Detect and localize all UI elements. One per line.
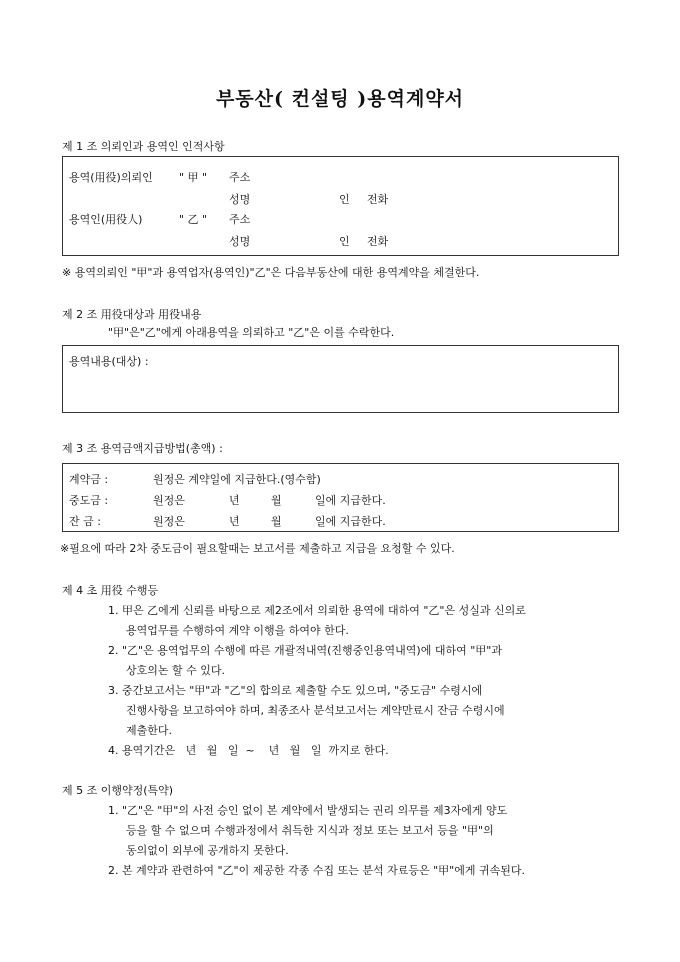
interim-won: 원정은 [153, 494, 185, 507]
item-number: 2. [108, 644, 119, 657]
interim-label: 중도금 : [69, 494, 109, 507]
balance-label: 잔 금 : [69, 515, 101, 528]
interim-month: 월 [271, 494, 282, 507]
item-text: "乙"은 용역업무의 수행에 따른 개괄적내역(진행중인용역내역)에 대하여 "甲"과 [122, 644, 502, 657]
contractor-name-label: 성명 [229, 235, 251, 248]
article-4-item-3-cont1: 진행사항을 보고하여야 하며, 최종조사 분석보고서는 계약만료시 잔금 수령시에 [126, 704, 505, 717]
service-content-label: 용역내용(대상) : [69, 355, 149, 368]
article-5-item-1 [108, 802, 507, 818]
contractor-phone-label: 전화 [367, 235, 389, 248]
client-label: 용역(用役)의뢰인 [69, 171, 153, 184]
item-number: 3. [108, 684, 119, 697]
interim-day-pay: 일에 지급한다. [315, 494, 386, 507]
item-number: 1. [108, 804, 119, 817]
deposit-label: 계약금 : [69, 473, 109, 486]
client-party: " 甲 " [179, 171, 208, 184]
client-phone-label: 전화 [367, 193, 389, 206]
article-4-heading: 제 4 초 用役 수행등 [62, 584, 159, 597]
item-text: "乙"은 "甲"의 사전 승인 없이 본 계약에서 발생되는 권리 의무를 제3자에게 양도 [122, 804, 508, 817]
article-1-heading: 제 1 조 의뢰인과 용역인 인적사항 [62, 140, 225, 153]
article-3-heading: 제 3 조 용역금액지급방법(총액) : [62, 442, 223, 455]
balance-won: 원정은 [153, 515, 185, 528]
article-4-item-2 [108, 642, 502, 658]
article-5-item-2 [108, 862, 525, 878]
article-4-item-4 [108, 742, 389, 758]
article-2-text: "甲"은"乙"에게 아래용역을 의뢰하고 "乙"은 이를 수락한다. [108, 326, 395, 339]
article-4-item-2-cont: 상호의논 할 수 있다. [126, 664, 225, 677]
service-content-box [62, 345, 619, 413]
client-name-label: 성명 [229, 193, 251, 206]
item-text: 용역기간은 년 월 일 ~ 년 월 일 까지로 한다. [122, 744, 389, 757]
party-info-box [62, 156, 619, 256]
article-1-note: ※ 용역의뢰인 "甲"과 용역업자(용역인)"乙"은 다음부동산에 대한 용역계약을 체결한다. [62, 266, 480, 279]
item-number: 1. [108, 604, 119, 617]
item-text: 甲은 乙에게 신뢰를 바탕으로 제2조에서 의뢰한 용역에 대하여 "乙"은 성실과 신의로 [122, 604, 526, 617]
balance-month: 월 [271, 515, 282, 528]
item-number: 4. [108, 744, 119, 757]
article-5-item-1-cont1: 등을 할 수 없으며 수행과정에서 취득한 지식과 정보 또는 보고서 등을 "甲"의 [126, 824, 494, 837]
article-5-item-1-cont2: 동의없이 외부에 공개하지 못한다. [126, 844, 289, 857]
balance-year: 년 [229, 515, 240, 528]
balance-day-pay: 일에 지급한다. [315, 515, 386, 528]
item-text: 본 계약과 관련하여 "乙"이 제공한 각종 수집 또는 분석 자료등은 "甲"에게 귀속된다. [122, 864, 525, 877]
document-title: 부동산( 컨설팅 )용역계약서 [215, 88, 465, 110]
deposit-text: 원정은 계약일에 지급한다.(영수함) [153, 473, 321, 486]
contractor-label: 용역인(用役人) [69, 213, 143, 226]
client-address-label: 주소 [229, 171, 251, 184]
article-4-item-3 [108, 682, 482, 698]
article-2-heading: 제 2 조 用役대상과 用役내용 [62, 308, 202, 321]
contractor-party: " 乙 " [179, 213, 208, 226]
contractor-address-label: 주소 [229, 213, 251, 226]
payment-box [62, 463, 619, 532]
client-seal-label: 인 [339, 193, 350, 206]
contractor-seal-label: 인 [339, 235, 350, 248]
article-3-note: ※필요에 따라 2차 중도금이 필요할때는 보고서를 제출하고 지급을 요청할 수 있다. [60, 542, 455, 555]
item-number: 2. [108, 864, 119, 877]
article-4-item-1 [108, 602, 526, 618]
article-4-item-3-cont2: 제출한다. [126, 724, 173, 737]
article-4-item-1-cont: 용역업무를 수행하여 계약 이행을 하여야 한다. [126, 624, 349, 637]
interim-year: 년 [229, 494, 240, 507]
article-5-heading: 제 5 조 이행약정(특약) [62, 784, 174, 797]
item-text: 중간보고서는 "甲"과 "乙"의 합의로 제출할 수도 있으며, "중도금" 수령시에 [122, 684, 483, 697]
